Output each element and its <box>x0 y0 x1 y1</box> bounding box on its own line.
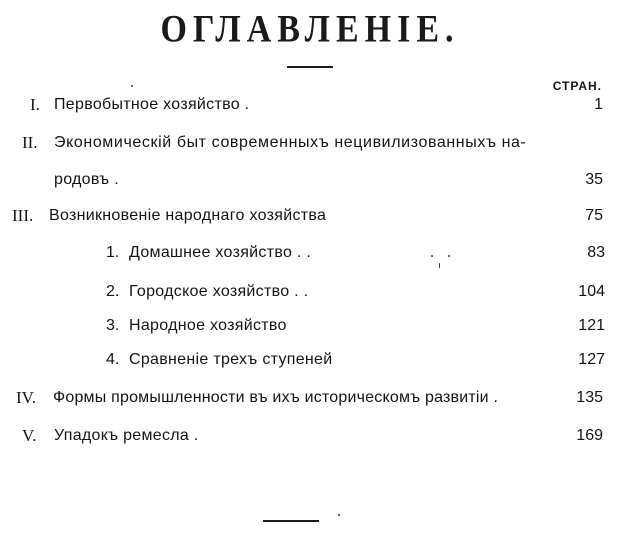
toc-entry[interactable] <box>0 385 620 411</box>
page-title: ОГЛАВЛЕНІЕ. <box>160 8 460 51</box>
entry-numeral: 4. <box>106 351 120 368</box>
entry-numeral: V. <box>22 426 37 445</box>
entry-page: 127 <box>578 351 605 368</box>
toc-subentry[interactable] <box>0 240 620 266</box>
print-speck <box>131 85 133 87</box>
entry-numeral: I. <box>30 95 40 114</box>
entry-numeral: II. <box>22 133 38 152</box>
toc-entry-continuation[interactable] <box>0 167 620 193</box>
toc-entry[interactable] <box>0 92 620 118</box>
page-column-header: СТРАН. <box>552 79 602 93</box>
print-speck <box>431 255 433 257</box>
entry-numeral: 3. <box>106 317 120 334</box>
closing-divider <box>263 520 319 522</box>
entry-label: Экономическій быт современныхъ нецивилизованныхъ на- <box>54 134 527 151</box>
print-speck <box>439 263 440 268</box>
entry-page: 83 <box>587 244 605 261</box>
entry-numeral: 2. <box>106 283 120 300</box>
entry-page: 104 <box>578 283 605 300</box>
print-speck <box>338 514 340 516</box>
toc-subentry[interactable] <box>0 347 620 373</box>
entry-label: Городское хозяйство . . <box>129 283 309 300</box>
toc-subentry[interactable] <box>0 313 620 339</box>
entry-label: Формы промышленности въ ихъ историческомъ развитіи . <box>53 389 499 406</box>
entry-label: Упадокъ ремесла . <box>54 427 199 444</box>
entry-label: Народное хозяйство <box>129 317 287 334</box>
entry-page: 169 <box>576 427 603 444</box>
toc-entry[interactable] <box>0 203 620 229</box>
entry-label: Домашнее хозяйство . . <box>129 244 312 261</box>
entry-label: Первобытное хозяйство . <box>54 96 250 113</box>
toc-entry[interactable] <box>0 423 620 449</box>
entry-label: Сравненіе трехъ ступеней <box>129 351 333 368</box>
entry-page: 135 <box>576 389 603 406</box>
title-divider <box>287 66 333 68</box>
print-speck <box>448 255 450 257</box>
toc-entry[interactable] <box>0 130 620 156</box>
entry-page: 75 <box>585 207 603 224</box>
entry-page: 35 <box>585 171 603 188</box>
entry-numeral: 1. <box>106 244 120 261</box>
entry-page: 1 <box>594 96 603 113</box>
entry-numeral: IV. <box>16 388 36 407</box>
entry-label-continuation: родовъ . <box>54 171 119 188</box>
toc-subentry[interactable] <box>0 279 620 305</box>
entry-numeral: III. <box>12 206 34 225</box>
entry-label: Возникновеніе народнаго хозяйства <box>49 207 327 224</box>
entry-page: 121 <box>578 317 605 334</box>
